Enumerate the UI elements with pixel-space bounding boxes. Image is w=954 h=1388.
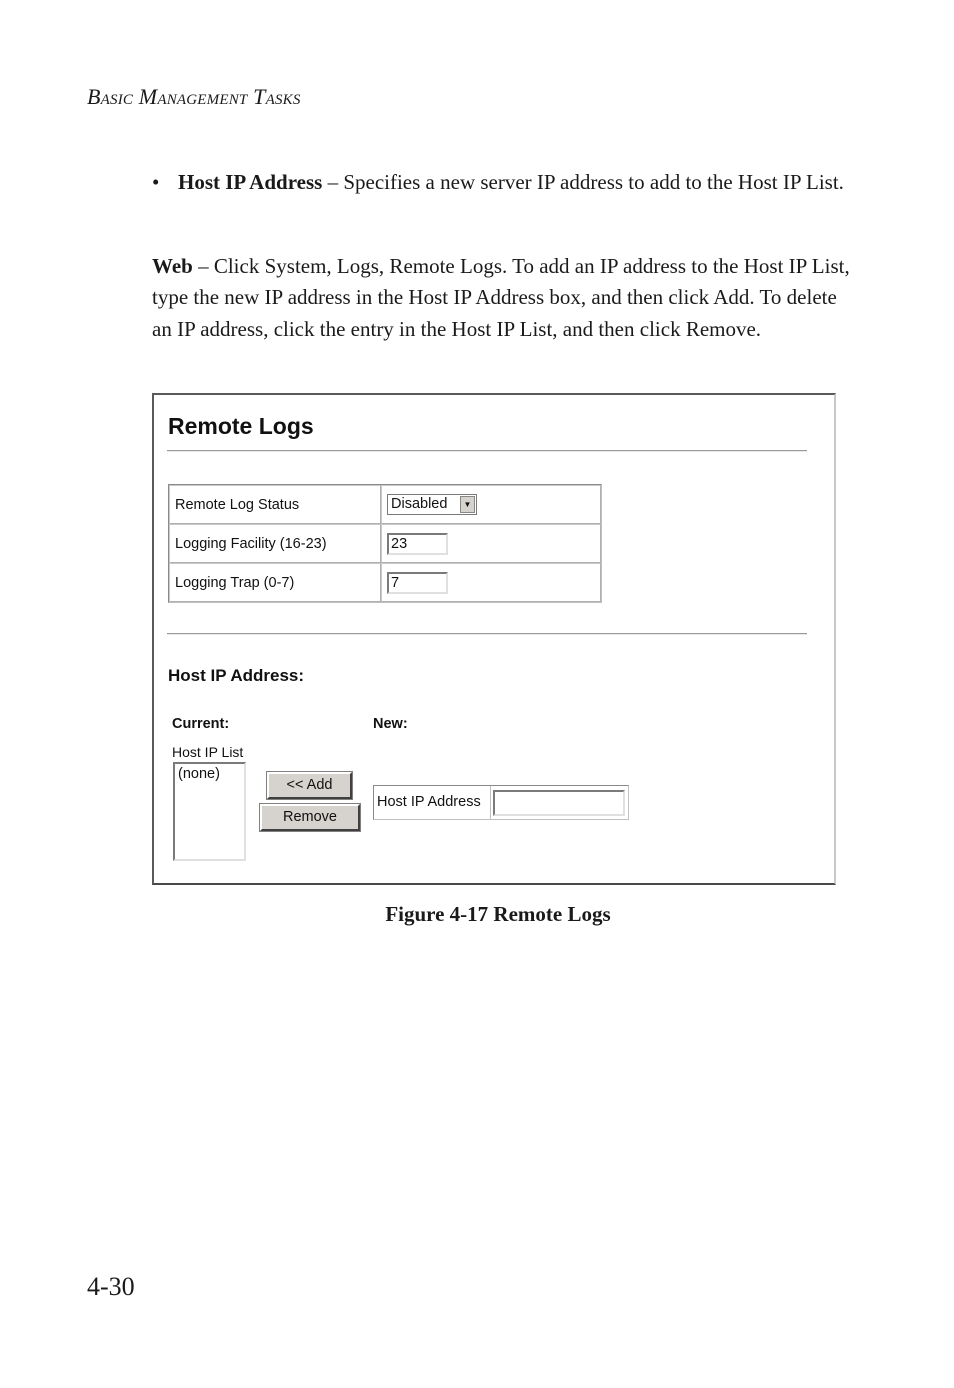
bullet-term: Host IP Address xyxy=(178,170,323,194)
bullet-text xyxy=(178,167,846,198)
remove-button[interactable]: Remove xyxy=(260,804,360,831)
new-label: New: xyxy=(373,716,408,732)
remote-log-status-label: Remote Log Status xyxy=(169,485,381,524)
current-label: Current: xyxy=(172,716,230,732)
running-head: Basic Management Tasks xyxy=(87,84,301,109)
title-divider xyxy=(167,450,807,452)
section-divider xyxy=(167,633,807,635)
web-paragraph xyxy=(152,251,852,345)
page-number: 4-30 xyxy=(87,1272,135,1301)
logging-trap-label: Logging Trap (0-7) xyxy=(169,563,381,602)
remote-logs-screenshot xyxy=(152,393,836,885)
logging-trap-cell xyxy=(381,563,601,602)
new-host-ip-row xyxy=(373,785,629,820)
settings-table xyxy=(168,484,602,603)
bullet-symbol: • xyxy=(152,170,160,194)
table-row xyxy=(169,524,601,563)
panel-title: Remote Logs xyxy=(168,413,314,439)
logging-facility-cell xyxy=(381,524,601,563)
logging-trap-input[interactable]: 7 xyxy=(387,572,448,594)
table-row xyxy=(169,563,601,602)
host-ip-listbox[interactable] xyxy=(173,762,246,861)
figure-caption: Figure 4-17 Remote Logs xyxy=(385,902,611,926)
table-row xyxy=(169,485,601,524)
bullet-description: – Specifies a new server IP address to add to the Host IP List. xyxy=(322,170,844,194)
web-text: – Click System, Logs, Remote Logs. To add an IP address to the Host IP List, type the new IP address in the Host IP Address box, and then click Add. To delete an IP address, click the entry in the Host IP List, and then click Remove. xyxy=(152,254,850,341)
add-button[interactable]: << Add xyxy=(267,772,352,799)
logging-facility-input[interactable]: 23 xyxy=(387,533,448,555)
list-item[interactable]: (none) xyxy=(178,766,220,782)
new-host-ip-label: Host IP Address xyxy=(374,786,491,819)
web-term: Web xyxy=(152,254,193,278)
remote-log-status-value: Disabled xyxy=(391,496,448,512)
remote-log-status-select[interactable] xyxy=(387,494,477,515)
host-ip-list-label: Host IP List xyxy=(172,744,244,760)
new-host-ip-input[interactable] xyxy=(493,790,625,816)
remote-log-status-cell xyxy=(381,485,601,524)
host-ip-section-title: Host IP Address: xyxy=(168,666,305,685)
logging-facility-label: Logging Facility (16-23) xyxy=(169,524,381,563)
chevron-down-icon[interactable]: ▼ xyxy=(460,496,475,513)
